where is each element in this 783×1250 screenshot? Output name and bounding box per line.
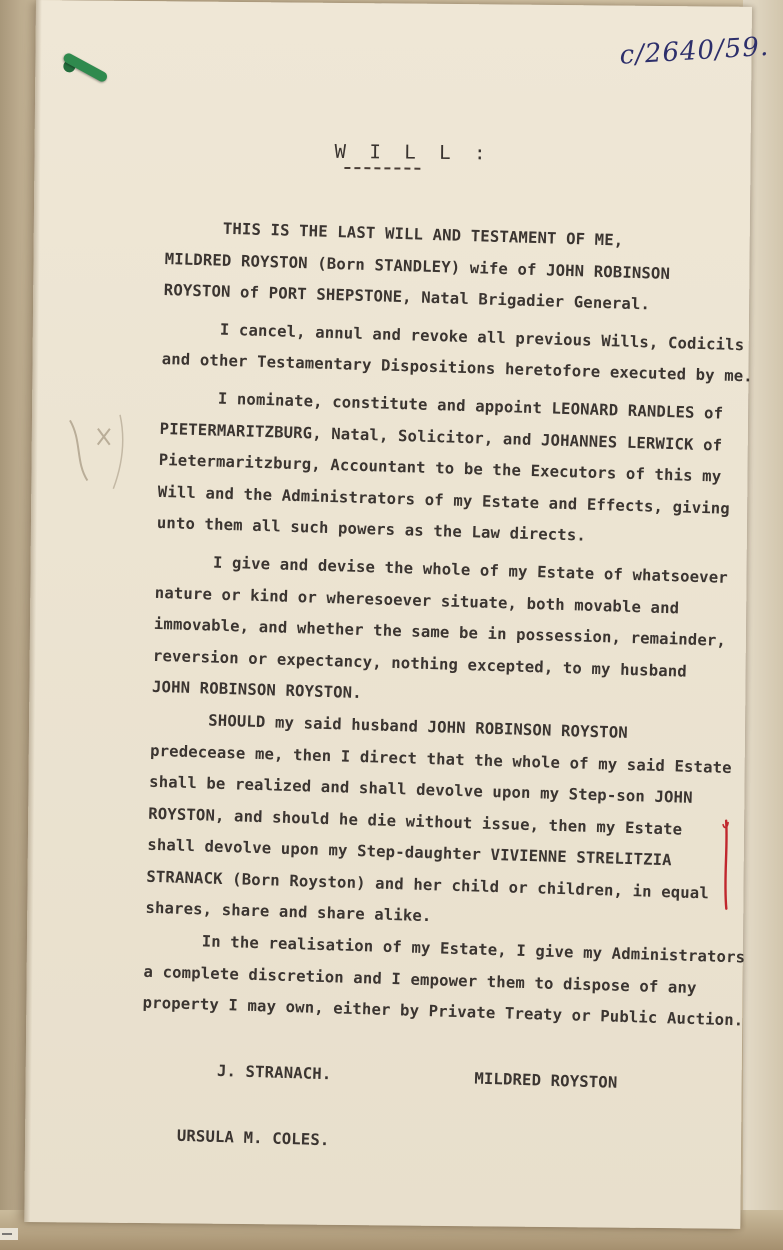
document-heading: W I L L :: [334, 140, 492, 165]
text-line: shall be realized and shall devolve upon my Step-son JOHN: [148, 772, 693, 807]
will-page: [24, 0, 770, 1229]
text-line: Will and the Administrators of my Estate and Effects, giving: [157, 482, 731, 518]
text-line: property I may own, either by Private Treaty or Public Auction.: [142, 993, 744, 1030]
handwritten-reference-number: c/2640/59.: [618, 31, 770, 71]
text-line: predecease me, then I direct that the whole of my said Estate: [149, 741, 732, 777]
heading-underline: [344, 167, 420, 170]
text-line: immovable, and whether the same be in possession, remainder,: [153, 614, 727, 650]
text-line: I give and devise the whole of my Estate of whatsoever: [212, 553, 729, 587]
text-line: Pietermaritzburg, Accountant to be the Executors of this my: [158, 451, 722, 486]
text-line: unto them all such powers as the Law directs.: [156, 514, 587, 545]
text-line: SHOULD my said husband JOHN ROBINSON ROYSTON: [208, 711, 629, 742]
text-line: and other Testamentary Dispositions heretofore executed by me.: [161, 350, 754, 386]
text-line: nature or kind or wheresoever situate, both movable and: [154, 583, 680, 617]
text-line: ROYSTON of PORT SHEPSTONE, Natal Brigadier General.: [163, 281, 651, 314]
text-line: reversion or expectancy, nothing excepted, to my husband: [152, 646, 688, 681]
corner-sticker: [0, 1222, 20, 1242]
text-line: In the realisation of my Estate, I give my Administrators: [201, 932, 746, 967]
text-line: JOHN ROBINSON ROYSTON.: [151, 678, 363, 703]
text-line: MILDRED ROYSTON (Born STANDLEY) wife of JOHN ROBINSON: [164, 249, 671, 283]
will-body-text: [101, 211, 768, 1150]
red-pencil-margin-mark: [717, 819, 734, 911]
text-line: THIS IS THE LAST WILL AND TESTAMENT OF ME,: [222, 219, 624, 250]
text-line: PIETERMARITZBURG, Natal, Solicitor, and JOHANNES LERWICK of: [159, 419, 723, 455]
text-line: ROYSTON, and should he die without issue, then my Estate: [148, 804, 683, 839]
text-line: STRANACK (Born Royston) and her child or children, in equal: [146, 867, 710, 903]
text-line: I nominate, constitute and appoint LEONARD RANDLES of: [217, 389, 724, 423]
text-line: I cancel, annul and revoke all previous Wills, Codicils: [219, 320, 745, 355]
text-line: shares, share and share alike.: [145, 899, 432, 926]
testator-signature: MILDRED ROYSTON: [474, 1069, 618, 1092]
text-line: a complete discretion and I empower them to dispose of any: [143, 962, 697, 997]
witness-signature-coles: URSULA M. COLES.: [176, 1126, 330, 1150]
witness-signature-stranach: J. STRANACH.: [216, 1061, 332, 1084]
text-line: shall devolve upon my Step-daughter VIVIENNE STRELITZIA: [147, 836, 672, 870]
